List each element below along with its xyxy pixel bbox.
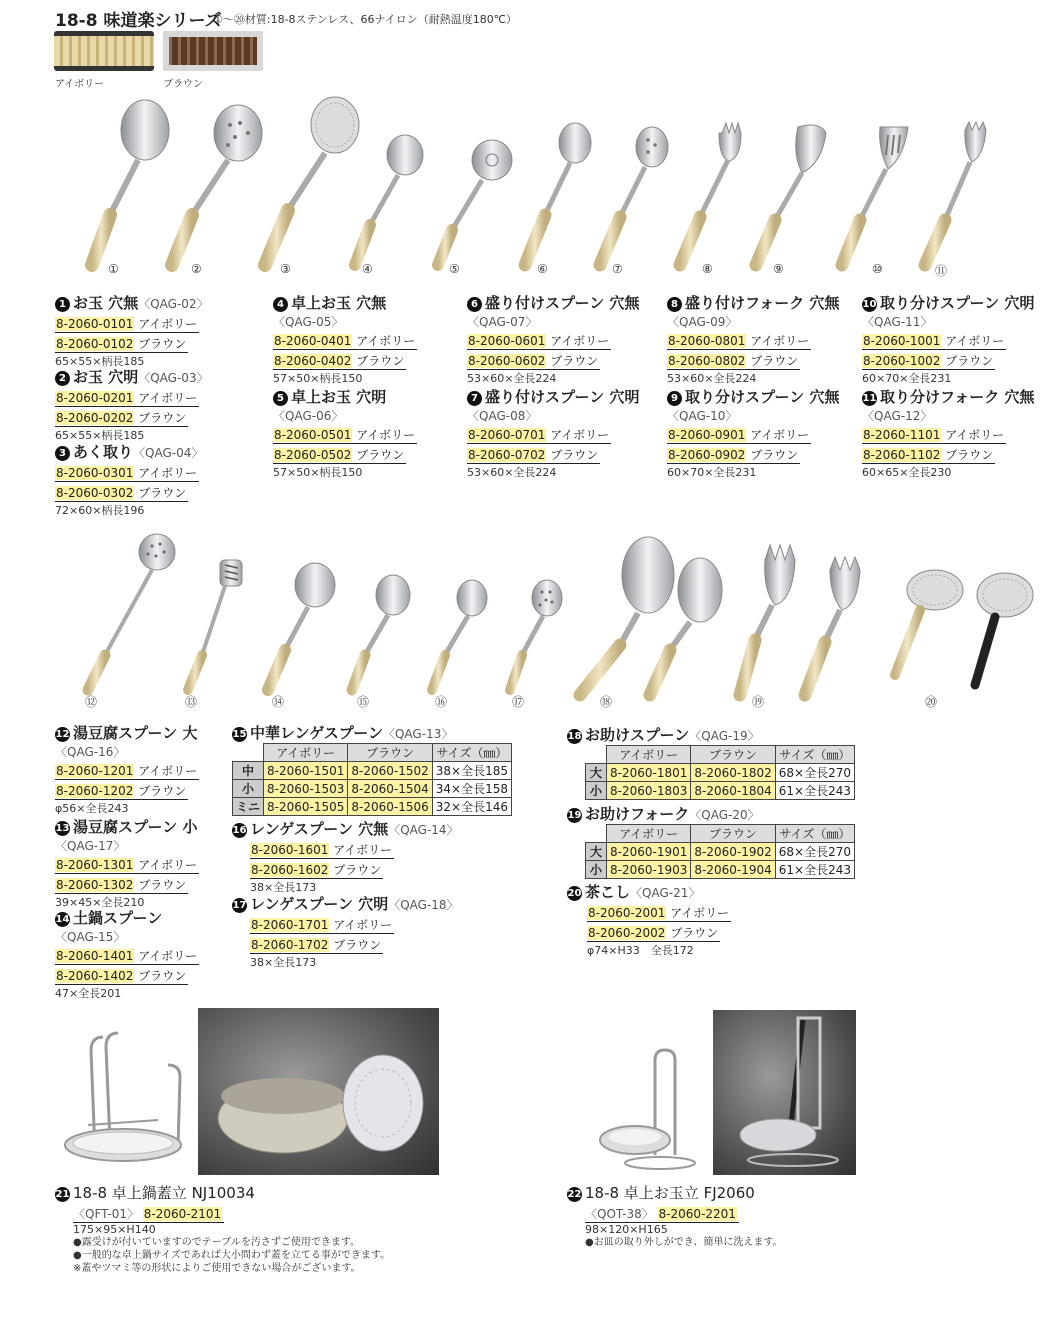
serving-spoon-slotted-photo — [600, 127, 668, 265]
model-code: 〈QAG-11〉 — [862, 315, 933, 329]
item-20 — [567, 881, 731, 958]
lid-stand-in-use-photo — [198, 1008, 439, 1175]
item-title: 6 盛り付けスプーン 穴無 — [467, 292, 639, 313]
part-row: 8-2060-0702 ブラウン — [468, 448, 599, 462]
ladle-solid-photo — [92, 100, 169, 265]
page-title: 18-8 味道楽シリーズ — [55, 11, 222, 31]
item-2 — [55, 366, 209, 443]
photo-number: ⑲ — [752, 695, 765, 709]
helper-spoon-photo — [580, 537, 722, 695]
photo-number: ⑳ — [925, 695, 938, 709]
item-4 — [273, 292, 417, 386]
photo-number: ⑭ — [272, 695, 285, 709]
model-code: 〈QAG-05〉 — [273, 315, 344, 329]
part-row: 8-2060-0602 ブラウン — [468, 354, 599, 368]
part-row: 8-2060-1602 ブラウン — [251, 863, 382, 877]
part-row: 8-2060-0401 アイボリー — [274, 334, 416, 348]
ladle-stand-in-use-photo — [713, 1010, 856, 1175]
model-code: 〈QAG-16〉 — [55, 745, 126, 759]
dimensions: φ74×H33 全長172 — [587, 944, 694, 957]
skimmer-photo — [265, 97, 359, 265]
dimensions: 38×全長173 — [250, 881, 317, 894]
item-title: 7 盛り付けスプーン 穴明 — [467, 386, 639, 407]
item-7 — [467, 386, 639, 480]
dimensions: 65×55×柄長185 — [55, 355, 145, 368]
item-title: 5 卓上お玉 穴明 — [273, 386, 417, 407]
part-row: 8-2060-0902 ブラウン — [668, 448, 799, 462]
part-row: 8-2060-1701 アイボリー — [251, 918, 393, 932]
dimensions: 60×70×全長231 — [862, 372, 952, 385]
item-title: 1 お玉 穴無〈QAG-02〉 — [55, 292, 209, 313]
part-row: 8-2060-1601 アイボリー — [251, 843, 393, 857]
item-14 — [55, 907, 199, 1001]
item-title: 10 取り分けスプーン 穴明 — [862, 294, 1035, 312]
renge-solid-photo — [432, 580, 487, 690]
part-row: 8-2060-0601 アイボリー — [468, 334, 610, 348]
item-9 — [667, 386, 839, 480]
table-ladle-solid-photo — [355, 135, 423, 265]
row2-product-photos — [60, 530, 1040, 710]
row1-number-labels — [60, 262, 1020, 278]
part-row: 8-2060-0102 ブラウン — [56, 337, 187, 351]
product-22 — [567, 1182, 783, 1249]
item-title: 2 お玉 穴明〈QAG-03〉 — [55, 366, 209, 387]
dimensions: 65×55×柄長185 — [55, 429, 145, 442]
brown-swatch — [163, 31, 263, 71]
part-row: 8-2060-1202 ブラウン — [56, 784, 187, 798]
item-1 — [55, 292, 209, 369]
part-row: 8-2060-1201 アイボリー — [56, 764, 198, 778]
photo-number: ⑫ — [85, 695, 98, 709]
product-21 — [55, 1182, 390, 1275]
tofu-spoon-small-photo — [188, 560, 242, 690]
part-row: 8-2060-0802 ブラウン — [668, 354, 799, 368]
swatch-label-ivory: アイボリー — [55, 79, 105, 90]
item-18 — [567, 724, 855, 800]
photo-number: ⑦ — [612, 262, 623, 276]
item-title: 8 盛り付けフォーク 穴無 — [667, 292, 839, 313]
dimensions: 57×50×柄長150 — [273, 372, 363, 385]
serving-spoon-solid-photo — [525, 123, 591, 265]
model-code: 〈QAG-09〉 — [667, 315, 738, 329]
size-table: アイボリー ブラウン サイズ（㎜） 大 8-2060-1801 8-2060-1802 68×全長270 小 8-2060-1803 8-2060-1804 61×全長243 — [585, 745, 855, 800]
item-title: 9 取り分けスプーン 穴無 — [667, 386, 839, 407]
serving-fork-photo — [680, 123, 741, 265]
photo-number: ① — [108, 262, 119, 276]
model-code: 〈QAG-10〉 — [667, 409, 738, 423]
model-code: 〈QAG-08〉 — [467, 409, 538, 423]
item-title: 19 お助けフォーク〈QAG-20〉 — [567, 805, 760, 823]
photo-number: ⑱ — [600, 695, 613, 709]
part-row: 8-2060-0501 アイボリー — [274, 428, 416, 442]
item-title: 11 取り分けフォーク 穴無 — [862, 388, 1035, 406]
ivory-swatch — [54, 31, 154, 71]
photo-number: ⑧ — [702, 262, 713, 276]
dividing-spoon-slotted-photo — [842, 127, 908, 265]
note: ※蓋やツマミ等の形状によりご使用できない場合がございます。 — [73, 1263, 361, 1274]
dimensions: 72×60×柄長196 — [55, 504, 145, 517]
part-row: 8-2060-0101 アイボリー — [56, 317, 198, 331]
photo-number: ⑯ — [435, 695, 448, 709]
dimensions: 175×95×H140 — [73, 1223, 156, 1236]
photo-number: ⑩ — [872, 262, 883, 276]
item-title: 12 湯豆腐スプーン 大 — [55, 724, 198, 742]
photo-number: ⑮ — [357, 695, 370, 709]
dividing-spoon-solid-photo — [756, 125, 826, 265]
tea-strainer-photo — [895, 570, 1033, 685]
part-row: 8-2060-0801 アイボリー — [668, 334, 810, 348]
photo-number: ⑰ — [512, 695, 525, 709]
dimensions: 57×50×柄長150 — [273, 466, 363, 479]
dimensions: φ56×全長243 — [55, 802, 129, 815]
item-title: 4 卓上お玉 穴無 — [273, 292, 417, 313]
part-row: 8-2060-0301 アイボリー — [56, 466, 198, 480]
item-title: 21 18-8 卓上鍋蓋立 NJ10034 — [55, 1184, 255, 1202]
dimensions: 53×60×全長224 — [667, 372, 757, 385]
row2-number-labels — [60, 693, 1020, 709]
dimensions: 47×全長201 — [55, 987, 122, 1000]
helper-fork-photo — [740, 545, 860, 695]
model-code: 〈QAG-17〉 — [55, 839, 126, 853]
part-row: 8-2060-0202 ブラウン — [56, 411, 187, 425]
ladle-slotted-photo — [172, 105, 262, 265]
dimensions: 38×全長173 — [250, 956, 317, 969]
part-row: 8-2060-2001 アイボリー — [588, 906, 730, 920]
item-19 — [567, 803, 855, 879]
chinese-renge-photo — [352, 575, 410, 690]
note: ●お皿の取り外しができ、簡単に洗えます。 — [585, 1237, 783, 1248]
part-row: 8-2060-2002 ブラウン — [588, 926, 719, 940]
dimensions: 60×65×全長230 — [862, 466, 952, 479]
part-row: 8-2060-0502 ブラウン — [274, 448, 405, 462]
item-title: 13 湯豆腐スプーン 小 — [55, 818, 198, 836]
size-table: アイボリー ブラウン サイズ（㎜） 大 8-2060-1901 8-2060-1902 68×全長270 小 8-2060-1903 8-2060-1904 61×全長243 — [585, 824, 855, 879]
dimensions: 39×45×全長210 — [55, 896, 145, 909]
part-row: 8-2060-0302 ブラウン — [56, 486, 187, 500]
item-title: 15 中華レンゲスプーン〈QAG-13〉 — [232, 724, 454, 742]
item-16 — [232, 818, 459, 895]
item-title: 16 レンゲスプーン 穴無〈QAG-14〉 — [232, 820, 459, 838]
part-row: 8-2060-0901 アイボリー — [668, 428, 810, 442]
dividing-fork-photo — [925, 122, 986, 265]
dimensions: 98×120×H165 — [585, 1223, 668, 1236]
part-row: 8-2060-1702 ブラウン — [251, 938, 382, 952]
donabe-spoon-photo — [268, 563, 335, 690]
photo-number: ⑤ — [449, 262, 460, 276]
item-title: 22 18-8 卓上お玉立 FJ2060 — [567, 1184, 755, 1202]
item-12 — [55, 722, 199, 816]
item-6 — [467, 292, 639, 386]
row1-product-photos — [60, 95, 1020, 285]
part-row: 8-2060-1301 アイボリー — [56, 858, 198, 872]
part-row: 8-2060-1401 アイボリー — [56, 949, 198, 963]
note: ●一般的な卓上鍋サイズであれば大小問わず蓋を立てる事ができます。 — [73, 1250, 391, 1261]
photo-number: ② — [191, 262, 202, 276]
item-title: 3 あく取り〈QAG-04〉 — [55, 441, 203, 462]
part-row: 〈QFT-01〉 8-2060-2101 — [73, 1207, 224, 1223]
item-title: 17 レンゲスプーン 穴明〈QAG-18〉 — [232, 895, 459, 913]
photo-number: ④ — [362, 262, 373, 276]
photo-number: ⑨ — [773, 262, 784, 276]
part-row: 8-2060-0201 アイボリー — [56, 391, 198, 405]
photo-number: ⑬ — [185, 695, 198, 709]
item-title: 20 茶こし〈QAG-21〉 — [567, 883, 701, 901]
model-code: 〈QAG-12〉 — [862, 409, 933, 423]
part-row: 8-2060-1101 アイボリー — [863, 428, 1005, 442]
item-10 — [862, 292, 1034, 386]
part-row: 8-2060-1302 ブラウン — [56, 878, 187, 892]
item-3 — [55, 441, 203, 518]
part-row: 8-2060-0402 ブラウン — [274, 354, 405, 368]
note: ●露受けが付いていますのでテーブルを汚さずご使用できます。 — [73, 1237, 361, 1248]
item-title: 14 土鍋スプーン — [55, 909, 163, 927]
model-code: 〈QAG-06〉 — [273, 409, 344, 423]
item-11 — [862, 386, 1034, 480]
part-row: 8-2060-0701 アイボリー — [468, 428, 610, 442]
part-row: 8-2060-1001 アイボリー — [863, 334, 1005, 348]
photo-number: ⑪ — [935, 264, 948, 278]
part-row: 8-2060-1402 ブラウン — [56, 969, 187, 983]
item-title: 18 お助けスプーン〈QAG-19〉 — [567, 726, 760, 744]
part-row: 8-2060-1102 ブラウン — [863, 448, 994, 462]
size-table: アイボリー ブラウン サイズ（㎜） 中 8-2060-1501 8-2060-1502 38×全長185 小 8-2060-1503 8-2060-1504 34×全長158 ミニ 8-2060-1505 8-2060-1506 32×全長146 — [232, 743, 512, 816]
item-15 — [232, 722, 512, 816]
swatch-label-brown: ブラウン — [163, 79, 203, 90]
dimensions: 53×60×全長224 — [467, 466, 557, 479]
part-row: 〈QOT-38〉 8-2060-2201 — [585, 1207, 739, 1223]
renge-slotted-photo — [510, 580, 562, 690]
photo-number: ⑥ — [537, 262, 548, 276]
part-row: 8-2060-1002 ブラウン — [863, 354, 994, 368]
dimensions: 60×70×全長231 — [667, 466, 757, 479]
ladle-stand-photo — [595, 1045, 705, 1175]
material-note: ①～⑳材質:18-8ステンレス、66ナイロン（耐熱温度180℃） — [213, 13, 518, 26]
item-13 — [55, 816, 199, 910]
item-5 — [273, 386, 417, 480]
table-ladle-slotted-photo — [438, 140, 512, 265]
model-code: 〈QAG-15〉 — [55, 930, 126, 944]
dimensions: 53×60×全長224 — [467, 372, 557, 385]
lid-stand-photo — [58, 1025, 188, 1175]
item-8 — [667, 292, 839, 386]
photo-number: ③ — [280, 262, 291, 276]
tofu-spoon-large-photo — [88, 534, 175, 690]
item-17 — [232, 893, 459, 970]
model-code: 〈QAG-07〉 — [467, 315, 538, 329]
